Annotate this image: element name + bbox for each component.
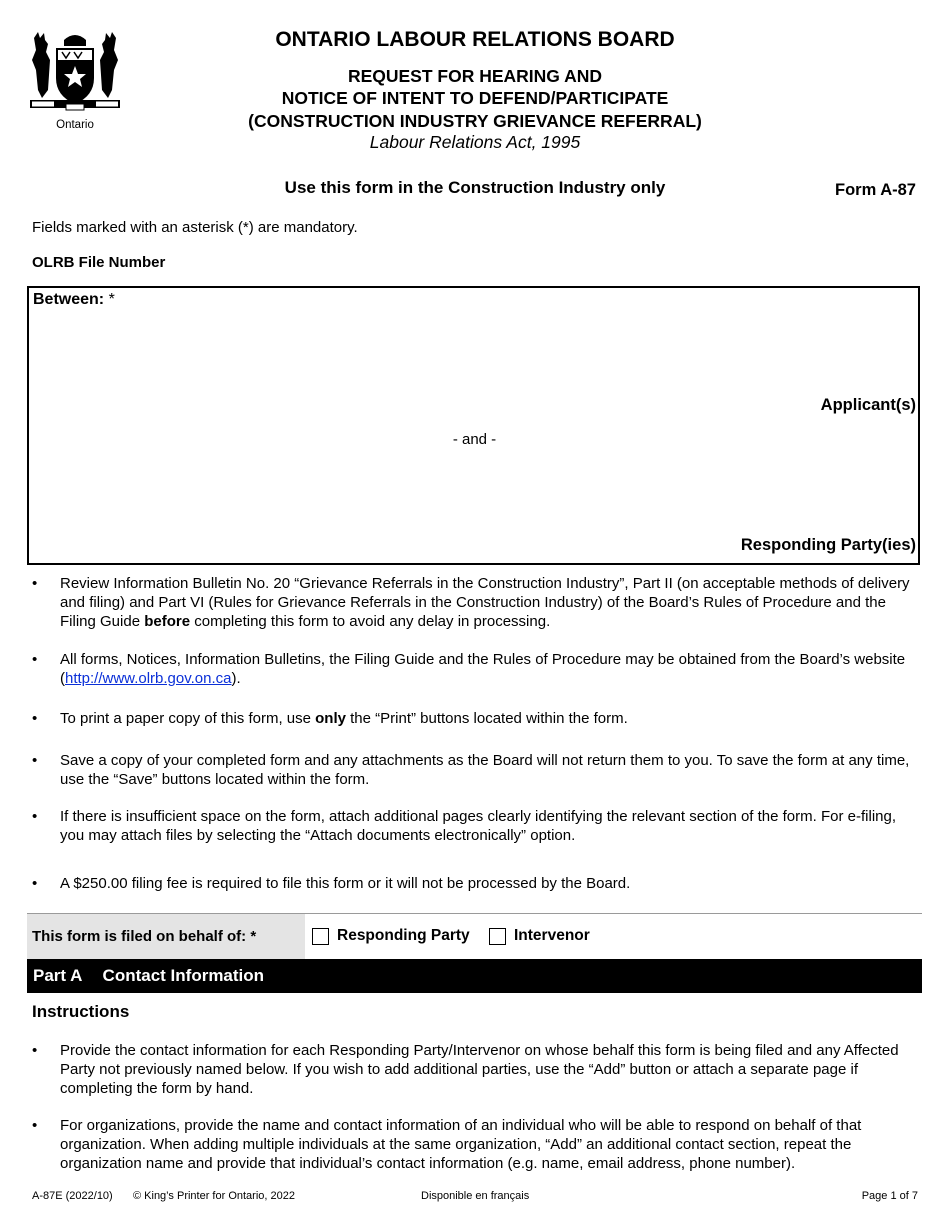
intervenor-checkbox[interactable] <box>489 928 506 945</box>
bullet-emphasis: before <box>144 613 191 630</box>
act-name: Labour Relations Act, 1995 <box>369 132 581 152</box>
part-a-header <box>27 959 922 993</box>
responding-party-field[interactable] <box>33 460 913 526</box>
form-number: Form A-87 <box>835 181 916 199</box>
bullet-text: All forms, Notices, Information Bulletins, the Filing Guide and the Rules of Procedure may be obtained from the Board’s website ( <box>60 651 906 687</box>
applicant-field[interactable] <box>33 322 913 388</box>
bullet-text: Save a copy of your completed form and any attachments as the Board will not return them to you. To save the form at any time, use the “Save” buttons located within the form. <box>60 752 910 788</box>
bullet-print <box>32 709 922 728</box>
bullet-text: ). <box>231 670 241 687</box>
bullet-text: Provide the contact information for each Responding Party/Intervenor on whose behalf this form is being filed and any Affected Party not previously named below. If you wish to add additional parties, use the “Add” button or attach a separate page if completing the form by hand. <box>60 1042 899 1097</box>
bullet-dot: • <box>32 651 38 668</box>
between-label: Between: <box>33 291 105 308</box>
form-title-line1: REQUEST FOR HEARING AND <box>347 66 603 86</box>
filed-on-behalf-row <box>27 913 922 959</box>
bullet-forms-website <box>32 650 922 688</box>
part-a-number: Part A <box>33 966 82 985</box>
instructions-heading: Instructions <box>32 1002 130 1021</box>
responding-party-checkbox[interactable] <box>312 928 329 945</box>
required-asterisk: * <box>108 291 115 308</box>
bullet-save <box>32 751 922 789</box>
bullet-text: For organizations, provide the name and contact information of an individual who will be able to respond on behalf of that organization. When adding multiple individuals at the same organization, “Add” an additional contact section, repeat the organization name and provide that individual’s contact information (e.g. name, email address, phone number). <box>60 1117 862 1172</box>
filed-on-behalf-label: This form is filed on behalf of: * <box>27 914 305 959</box>
coat-of-arms-icon <box>28 30 122 114</box>
bullet-dot: • <box>32 808 38 825</box>
between-label-row <box>33 291 115 309</box>
parties-box <box>27 286 920 565</box>
bullet-dot: • <box>32 1117 38 1134</box>
intervenor-option-label[interactable]: Intervenor <box>514 927 590 944</box>
bullet-text: completing this form to avoid any delay in processing. <box>190 613 551 630</box>
ontario-coat-of-arms-logo <box>28 30 122 131</box>
footer-page-number: Page 1 of 7 <box>861 1190 918 1202</box>
bullet-text: A $250.00 filing fee is required to file this form or it will not be processed by the Board. <box>60 875 631 892</box>
bullet-filing-fee <box>32 874 922 893</box>
olrb-website-link[interactable]: http://www.olrb.gov.on.ca <box>65 670 232 687</box>
footer-form-code: A-87E (2022/10) <box>32 1190 113 1202</box>
and-separator: - and - <box>452 431 497 448</box>
form-title-line3: (CONSTRUCTION INDUSTRY GRIEVANCE REFERRAL) <box>248 111 702 131</box>
form-title-line2: NOTICE OF INTENT TO DEFEND/PARTICIPATE <box>281 88 669 108</box>
instruction-organizations <box>32 1116 922 1173</box>
bullet-insufficient-space <box>32 807 922 845</box>
bullet-text: If there is insufficient space on the form, attach additional pages clearly identifying the relevant section of the form. For e-filing, you may attach files by selecting the “Attach documents electronically” option. <box>60 808 897 844</box>
bullet-dot: • <box>32 875 38 892</box>
bullet-dot: • <box>32 1042 38 1059</box>
applicants-label: Applicant(s) <box>820 396 916 414</box>
logo-caption: Ontario <box>56 119 94 131</box>
form-subtitle: Use this form in the Construction Industry only <box>284 178 666 197</box>
bullet-text: Review Information Bulletin No. 20 “Grievance Referrals in the Construction Industry”, Part II (on acceptable methods of delivery and filing) and Part VI (Rules for Grievance Referrals in the Construction Industry) of the Board’s Rules of Procedure and the Filing Guide <box>60 575 910 630</box>
bullet-text: the “Print” buttons located within the form. <box>345 710 628 727</box>
part-a-title: Contact Information <box>102 966 265 985</box>
bullet-dot: • <box>32 710 38 727</box>
responding-parties-label: Responding Party(ies) <box>740 536 916 554</box>
board-name: ONTARIO LABOUR RELATIONS BOARD <box>275 28 675 51</box>
bullet-emphasis: only <box>315 710 346 727</box>
bullet-text: To print a paper copy of this form, use <box>60 710 316 727</box>
file-number-label: OLRB File Number <box>32 254 166 271</box>
bullet-dot: • <box>32 575 38 592</box>
mandatory-note: Fields marked with an asterisk (*) are mandatory. <box>32 219 358 236</box>
bullet-review-bulletin <box>32 574 922 631</box>
footer-french-available: Disponible en français <box>421 1190 530 1202</box>
bullet-dot: • <box>32 752 38 769</box>
footer-copyright: © King’s Printer for Ontario, 2022 <box>133 1190 295 1202</box>
instruction-contact-info <box>32 1041 922 1098</box>
responding-party-option-label[interactable]: Responding Party <box>337 927 470 944</box>
